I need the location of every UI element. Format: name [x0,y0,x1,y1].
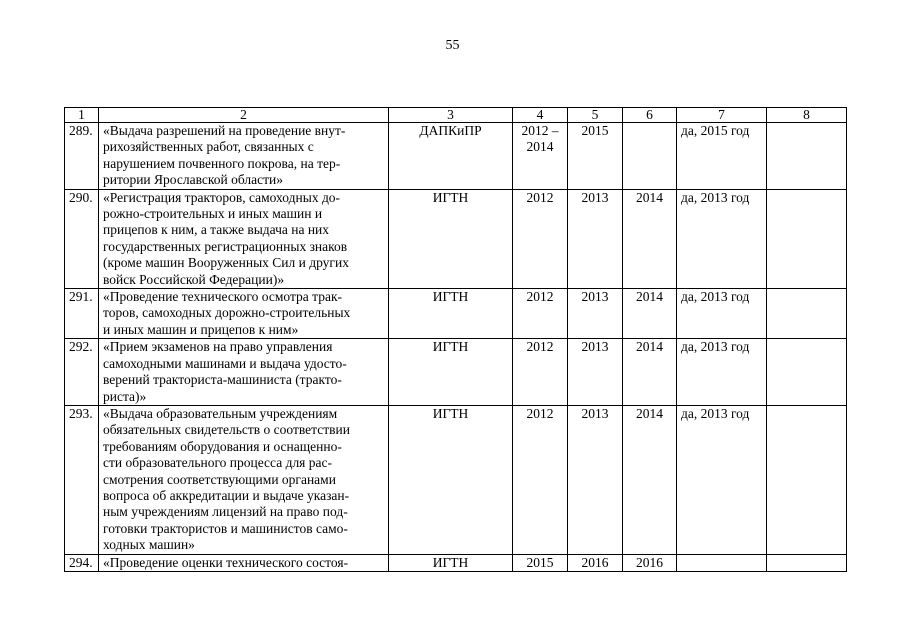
year-col-6: 2016 [623,554,677,571]
table-row [65,123,847,190]
col-8 [767,554,847,571]
period-start [513,289,568,339]
row-number: 293. [65,405,99,554]
year-col-6: 2014 [623,405,677,554]
period-start [513,189,568,288]
service-description [99,123,389,190]
row-number: 291. [65,289,99,339]
service-description-line: государственных регистрационных знаков [103,238,348,254]
col-8 [767,123,847,190]
service-description-line: «Прием экзаменов на право управления [103,339,333,355]
header-cell-1: 1 [65,108,99,123]
service-description-line: верений тракториста-машиниста (тракто- [103,372,342,388]
header-cell-6: 6 [623,108,677,123]
table-row [65,554,847,571]
year-col-6: 2014 [623,189,677,288]
service-description [99,405,389,554]
service-description-line: и иных машин и прицепов к ним» [103,321,299,337]
col-8 [767,189,847,288]
responsible-agency: ДАПКиПР [389,123,513,190]
service-description-line: (кроме машин Вооруженных Сил и других [103,255,349,271]
header-cell-4: 4 [513,108,568,123]
service-description-line: войск Российской Федерации)» [103,271,285,287]
service-description [99,289,389,339]
service-description-line: требованиям оборудования и оснащенно- [103,438,342,454]
year-col-5: 2015 [568,123,623,190]
row-number: 294. [65,554,99,571]
year-col-5: 2013 [568,339,623,406]
year-col-5: 2013 [568,289,623,339]
status-col-7: да, 2013 год [677,339,767,406]
service-description-line: вопроса об аккредитации и выдаче указан- [103,487,350,503]
table-row [65,289,847,339]
service-description-line: ным учреждениям лицензий на право под- [103,504,348,520]
status-col-7 [677,554,767,571]
row-number: 289. [65,123,99,190]
period-start-line: 2012 [526,189,554,205]
col-8 [767,289,847,339]
status-col-7: да, 2013 год [677,405,767,554]
service-description-line: ходных машин» [103,537,195,553]
service-description-line: рихозяйственных работ, связанных с [103,139,314,155]
year-col-5: 2013 [568,405,623,554]
period-start [513,554,568,571]
responsible-agency: ИГТН [389,405,513,554]
period-start-line: 2012 [526,405,554,421]
responsible-agency: ИГТН [389,554,513,571]
year-col-6: 2014 [623,339,677,406]
header-cell-8: 8 [767,108,847,123]
year-col-5: 2013 [568,189,623,288]
service-description [99,339,389,406]
responsible-agency: ИГТН [389,339,513,406]
page-number: 55 [445,38,460,53]
col-8 [767,339,847,406]
responsible-agency: ИГТН [389,289,513,339]
header-cell-7: 7 [677,108,767,123]
table-row [65,189,847,288]
service-description-line: смотрения соответствующими органами [103,471,336,487]
service-description-line: готовки трактористов и машинистов само- [103,520,348,536]
table-row [65,339,847,406]
service-description [99,189,389,288]
header-cell-3: 3 [389,108,513,123]
period-start-line: 2012 [526,289,554,305]
service-description-line: сти образовательного процесса для рас- [103,455,332,471]
responsible-agency: ИГТН [389,189,513,288]
service-description-line: «Регистрация тракторов, самоходных до- [103,189,341,205]
col-8 [767,405,847,554]
service-description-line: рожно-строительных и иных машин и [103,206,323,222]
year-col-6: 2014 [623,289,677,339]
service-description-line: самоходными машинами и выдача удосто- [103,355,347,371]
period-start [513,405,568,554]
service-description-line: ритории Ярославской области» [103,172,283,188]
status-col-7: да, 2015 год [677,123,767,190]
service-description-line: «Выдача разрешений на проведение внут- [103,123,346,138]
status-col-7: да, 2013 год [677,289,767,339]
table-header-row [65,108,847,123]
service-description-line: «Выдача образовательным учреждениям [103,405,338,421]
service-description-line: риста)» [103,388,147,404]
services-table [64,107,847,572]
service-description-line: прицепов к ним, а также выдача на них [103,222,330,238]
header-cell-2: 2 [99,108,389,123]
service-description-line: «Проведение оценки технического состоя- [103,554,349,570]
period-start [513,339,568,406]
status-col-7: да, 2013 год [677,189,767,288]
table-row [65,405,847,554]
period-start-line: 2012 [526,339,554,355]
row-number: 292. [65,339,99,406]
period-start-line: 2015 [526,554,554,570]
service-description-line: нарушением почвенного покрова, на тер- [103,155,341,171]
service-description-line: торов, самоходных дорожно-строительных [103,305,351,321]
header-cell-5: 5 [568,108,623,123]
period-start-line: 2014 [526,139,554,155]
period-start [513,123,568,190]
year-col-6 [623,123,677,190]
service-description [99,554,389,571]
period-start-line: 2012 – [521,123,559,138]
year-col-5: 2016 [568,554,623,571]
row-number: 290. [65,189,99,288]
service-description-line: обязательных свидетельств о соответствии [103,422,350,438]
service-description-line: «Проведение технического осмотра трак- [103,289,342,305]
